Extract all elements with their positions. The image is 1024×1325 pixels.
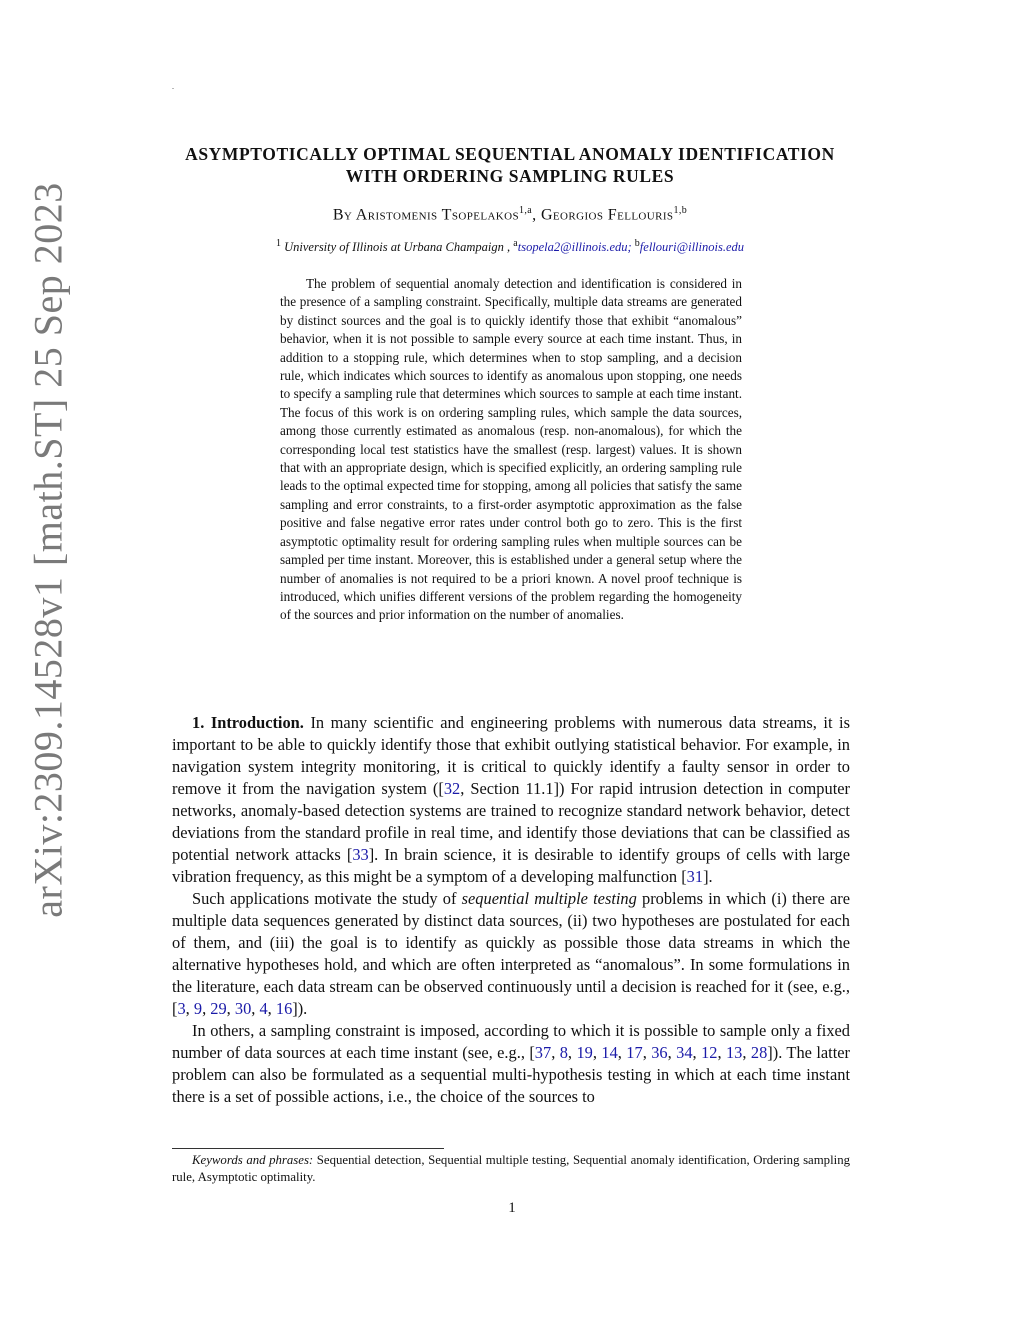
- p2-text-a: Such applications motivate the study of: [192, 889, 462, 908]
- section-heading: 1. Introduction.: [192, 713, 304, 732]
- citation-link[interactable]: 36: [651, 1043, 668, 1062]
- emphasis-term: sequential multiple testing: [461, 889, 637, 908]
- citation-link[interactable]: 32: [443, 779, 461, 798]
- citation-group: [177, 999, 292, 1018]
- author-separator: ,: [532, 206, 541, 224]
- title-line-1: ASYMPTOTICALLY OPTIMAL SEQUENTIAL ANOMALY IDENTIFICATION: [185, 144, 835, 164]
- authors-prefix: By: [332, 206, 356, 224]
- p1-text-a: In many scientific and engineering problems with numerous data streams, it is important to be able to quickly identify those that exhibit outlying statistical behavior. For example, in navigation system integrity monitoring, it is critical to quickly identify a faulty sensor in order to remove it from the navigation system ([: [172, 713, 850, 798]
- citation-link[interactable]: 30: [234, 999, 252, 1018]
- citation-link[interactable]: 19: [576, 1043, 593, 1062]
- citation-separator: ,: [185, 999, 194, 1018]
- author-list: [150, 205, 870, 224]
- intro-paragraph-1: [172, 712, 850, 888]
- author-2: Georgios Fellouris: [540, 206, 674, 224]
- p2-text-c: ]).: [292, 999, 308, 1018]
- citation-separator: ,: [692, 1043, 702, 1062]
- author-1: Aristomenis Tsopelakos: [355, 206, 519, 224]
- p3-text-b: ]). The latter problem can also be formulated as a sequential multi-hypothesis testing in which at each time instant there is a set of possible actions, i.e., the choice of the sources to: [172, 1043, 851, 1106]
- keywords-footnote: [172, 1152, 850, 1186]
- citation-separator: ,: [202, 999, 211, 1018]
- citation-separator: ,: [251, 999, 260, 1018]
- citation-link[interactable]: 14: [601, 1043, 618, 1062]
- citation-link[interactable]: 34: [676, 1043, 693, 1062]
- citation-link[interactable]: 16: [275, 999, 293, 1018]
- abstract-text: The problem of sequential anomaly detection and identification is considered in the presence of a sampling constraint. Specifically, multiple data streams are generated by distinct sources and the goal is to quickly identify those that exhibit “anomalous” behavior, when it is not possible to sample every source at each time instant. Thus, in addition to a stopping rule, which determines when to stop sampling, and a decision rule, which indicates which sources to identify as anomalous upon stopping, one needs to specify a sampling rule that determines which sources to sample at each time instant. The focus of this work is on ordering sampling rules, which sample the data sources, among those currently estimated as anomalous (resp. non-anomalous), for which the corresponding local test statistics have the smallest (resp. largest) values. It is shown that with an appropriate design, which is specified explicitly, an ordering sampling rule leads to the optimal expected time for stopping, among all policies that satisfy the same sampling and error constraints, to a first-order asymptotic approximation as the false positive and false negative error rates under control both go to zero. This is the first asymptotic optimality result for ordering sampling rules when multiple sources can be sampled per time instant. Moreover, this is established under a general setup where the number of anomalies is not required to be a priori known. A novel proof technique is introduced, which unifies different versions of the problem regarding the homogeneity of the sources and prior information on the number of anomalies.: [280, 276, 742, 623]
- affiliation-line: [150, 238, 870, 255]
- introduction-section: [172, 712, 850, 1108]
- citation-link[interactable]: 9: [193, 999, 203, 1018]
- affil-marker: 1: [275, 238, 281, 249]
- email-a-marker: a: [513, 238, 518, 249]
- citation-separator: ,: [742, 1043, 751, 1062]
- p3-text-a: In others, a sampling constraint is imposed, according to which it is possible to sample only a fixed number of data sources at each time instant (see, e.g., [: [172, 1021, 850, 1062]
- citation-separator: ,: [642, 1043, 652, 1062]
- title-line-2: WITH ORDERING SAMPLING RULES: [345, 166, 675, 186]
- intro-paragraph-2: [172, 888, 850, 1020]
- author-1-affil: 1,a: [519, 205, 533, 216]
- citation-separator: ,: [592, 1043, 602, 1062]
- p2-text-b: problems in which (i) there are multiple data sequences generated by distinct data sources, (ii) two hypotheses are postulated for each of them, and (iii) the goal is to identify as quickly as possible those data streams in which the alternative hypotheses hold, and which are often interpreted as “anomalous”. In some formulations in the literature, each data stream can be observed continuously until a decision is reached for it (see, e.g., [: [172, 889, 850, 1018]
- citation-separator: ,: [551, 1043, 560, 1062]
- arxiv-identifier-stamp: [22, 140, 74, 960]
- citation-separator: ,: [226, 999, 235, 1018]
- citation-link[interactable]: 12: [701, 1043, 718, 1062]
- intro-paragraph-3: [172, 1020, 850, 1108]
- citation-link[interactable]: 31: [686, 867, 704, 886]
- citation-separator: ,: [667, 1043, 677, 1062]
- citation-separator: ,: [567, 1043, 577, 1062]
- citation-link[interactable]: 3: [177, 999, 186, 1018]
- citation-group: [535, 1043, 768, 1062]
- paper-title: [150, 143, 870, 187]
- citation-link[interactable]: 29: [210, 999, 227, 1018]
- citation-link[interactable]: 33: [352, 845, 369, 864]
- footnote-rule: [172, 1148, 444, 1149]
- email-b-marker: b: [634, 238, 640, 249]
- citation-separator: ,: [717, 1043, 726, 1062]
- arxiv-stamp-text: arXiv:2309.14528v1 [math.ST] 25 Sep 2023: [25, 182, 71, 918]
- abstract: [280, 275, 742, 625]
- author-2-affil: 1,b: [673, 205, 688, 216]
- p1-text-c: ]. In brain science, it is desirable to identify groups of cells with large vibration frequency, as this might be a symptom of a developing malfunction [: [172, 845, 850, 886]
- p1-text-b: , Section 11.1]) For rapid intrusion detection in computer networks, anomaly-based detection systems are trained to recognize standard network behavior, detect deviations from the standard profile in real time, and identify those deviations that can be classified as potential network attacks [: [172, 779, 850, 864]
- keywords-label: Keywords and phrases:: [192, 1153, 314, 1167]
- citation-link[interactable]: 28: [750, 1043, 768, 1062]
- citation-link[interactable]: 8: [559, 1043, 568, 1062]
- citation-separator: ,: [267, 999, 276, 1018]
- citation-link[interactable]: 13: [725, 1043, 743, 1062]
- affil-institution: University of Illinois at Urbana Champaign ,: [284, 240, 511, 255]
- top-mark: .: [172, 82, 174, 91]
- page-number: 1: [508, 1200, 516, 1216]
- citation-separator: ,: [617, 1043, 627, 1062]
- citation-link[interactable]: 37: [534, 1043, 552, 1062]
- citation-link[interactable]: 4: [259, 999, 268, 1018]
- p1-text-d: ].: [703, 867, 713, 886]
- email-a-link[interactable]: tsopela2@illinois.edu;: [517, 240, 632, 255]
- keywords-text: Sequential detection, Sequential multiple testing, Sequential anomaly identification, Ordering sampling rule, Asymptotic optimality.: [172, 1153, 850, 1184]
- email-b-link[interactable]: fellouri@illinois.edu: [639, 240, 745, 255]
- citation-link[interactable]: 17: [626, 1043, 643, 1062]
